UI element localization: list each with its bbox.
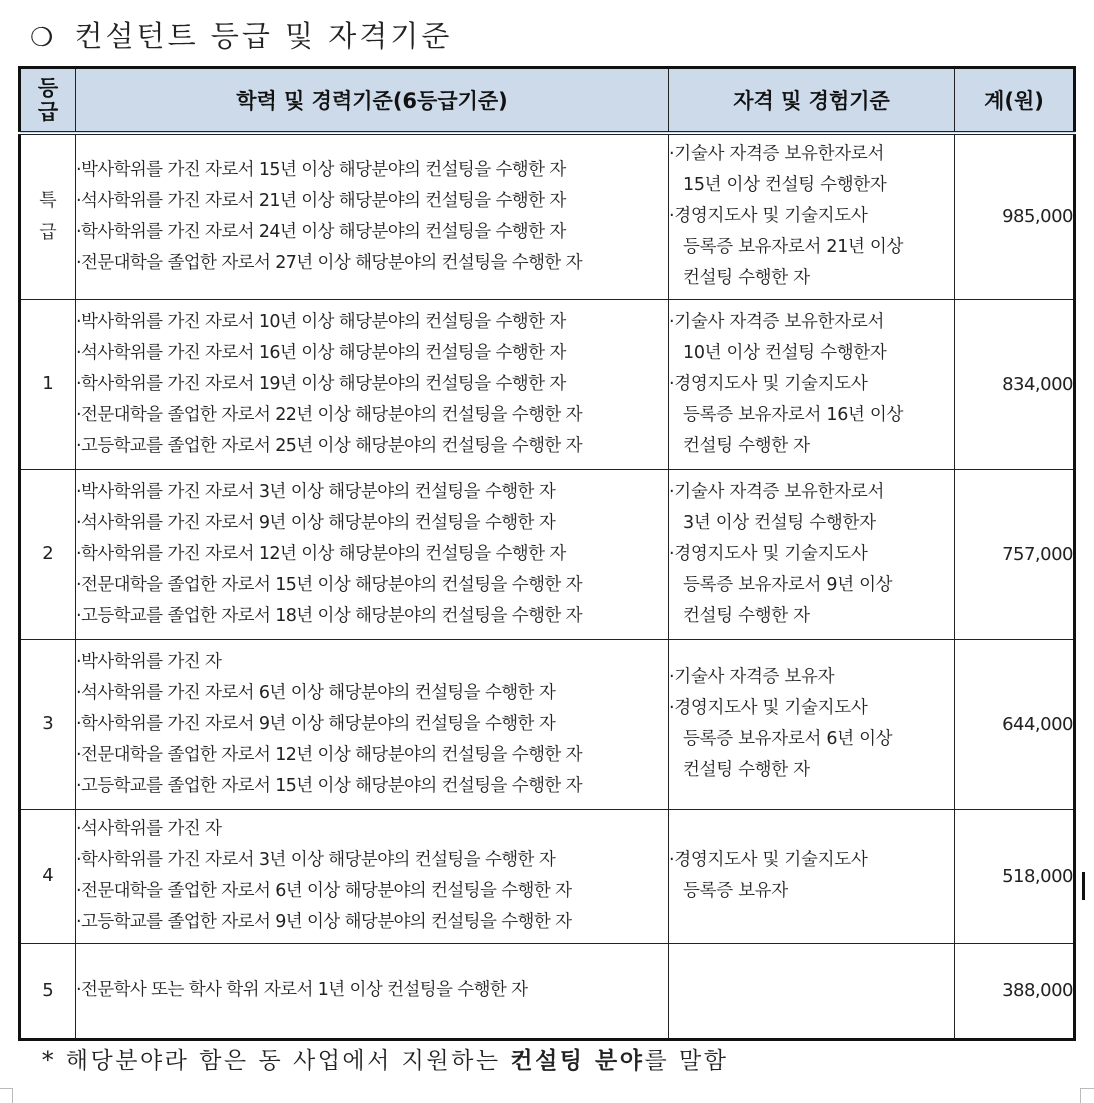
circle-bullet-icon: ❍ [30, 23, 57, 53]
education-criterion: ·고등학교를 졸업한 자로서 9년 이상 해당분야의 컨설팅을 수행한 자 [76, 912, 572, 932]
page-title [30, 14, 452, 55]
grade-cell: 1 [20, 299, 76, 469]
education-criterion: ·전문대학을 졸업한 자로서 15년 이상 해당분야의 컨설팅을 수행한 자 [76, 574, 582, 595]
qualification-criterion: ·경영지도사 및 기술지도사 [669, 206, 868, 227]
table-row [20, 299, 1075, 469]
qualification-criterion: ·경영지도사 및 기술지도사 [669, 850, 868, 870]
fee-cell: 757,000 [955, 469, 1075, 639]
footnote-emphasis: 컨설팅 분야 [510, 1047, 645, 1074]
qualification-criterion: ·기술사 자격증 보유한자로서 [669, 311, 885, 332]
qualification-criterion: ·경영지도사 및 기술지도사 [669, 543, 868, 564]
education-criterion: ·고등학교를 졸업한 자로서 18년 이상 해당분야의 컨설팅을 수행한 자 [76, 605, 582, 626]
qualification-cell [669, 943, 955, 1039]
table-row [20, 809, 1075, 943]
education-criterion: ·고등학교를 졸업한 자로서 15년 이상 해당분야의 컨설팅을 수행한 자 [76, 775, 582, 796]
grade-cell: 특 급 [20, 133, 76, 299]
education-criterion: ·학사학위를 가진 자로서 3년 이상 해당분야의 컨설팅을 수행한 자 [76, 850, 556, 870]
header-fee: 계(원) [955, 68, 1075, 134]
header-grade: 등 급 [20, 68, 76, 134]
qualification-criterion: 컨설팅 수행한 자 [683, 268, 810, 289]
education-criterion: ·전문학사 또는 학사 학위 자로서 1년 이상 컨설팅을 수행한 자 [76, 980, 528, 1000]
education-criterion: ·전문대학을 졸업한 자로서 6년 이상 해당분야의 컨설팅을 수행한 자 [76, 881, 572, 901]
grade-cell: 4 [20, 809, 76, 943]
table-row [20, 133, 1075, 299]
page-corner-mark-left [0, 1088, 13, 1103]
qualification-criterion: 등록증 보유자로서 21년 이상 [683, 237, 904, 258]
table-row [20, 943, 1075, 1039]
qualification-cell [669, 469, 955, 639]
education-criterion: ·학사학위를 가진 자로서 19년 이상 해당분야의 컨설팅을 수행한 자 [76, 373, 566, 394]
grade-cell: 5 [20, 943, 76, 1039]
consultant-grade-table [18, 66, 1076, 1041]
education-criterion: ·박사학위를 가진 자 [76, 651, 222, 672]
education-cell [76, 469, 669, 639]
education-cell [76, 809, 669, 943]
education-cell [76, 299, 669, 469]
fee-cell: 985,000 [955, 133, 1075, 299]
education-criterion: ·전문대학을 졸업한 자로서 22년 이상 해당분야의 컨설팅을 수행한 자 [76, 404, 582, 425]
education-cell [76, 943, 669, 1039]
text-cursor [1082, 872, 1085, 900]
page-title-text: 컨설턴트 등급 및 자격기준 [74, 19, 453, 53]
qualification-criterion: 15년 이상 컨설팅 수행한자 [683, 175, 887, 196]
table-row [20, 469, 1075, 639]
education-criterion: ·학사학위를 가진 자로서 12년 이상 해당분야의 컨설팅을 수행한 자 [76, 543, 566, 564]
education-criterion: ·학사학위를 가진 자로서 24년 이상 해당분야의 컨설팅을 수행한 자 [76, 221, 566, 242]
education-cell [76, 639, 669, 809]
qualification-criterion: 등록증 보유자로서 6년 이상 [683, 729, 893, 749]
table-body [20, 133, 1075, 1039]
education-criterion: ·박사학위를 가진 자로서 3년 이상 해당분야의 컨설팅을 수행한 자 [76, 481, 556, 502]
page-corner-mark-right [1080, 1088, 1094, 1103]
qualification-criterion: 등록증 보유자로서 9년 이상 [683, 574, 893, 595]
qualification-criterion: 컨설팅 수행한 자 [683, 435, 810, 456]
education-criterion: ·학사학위를 가진 자로서 9년 이상 해당분야의 컨설팅을 수행한 자 [76, 713, 556, 734]
fee-cell: 644,000 [955, 639, 1075, 809]
qualification-cell [669, 639, 955, 809]
table-header-row [20, 68, 1075, 134]
header-qualification: 자격 및 경험기준 [669, 68, 955, 134]
table-row [20, 639, 1075, 809]
education-criterion: ·석사학위를 가진 자로서 16년 이상 해당분야의 컨설팅을 수행한 자 [76, 342, 566, 363]
education-criterion: ·전문대학을 졸업한 자로서 12년 이상 해당분야의 컨설팅을 수행한 자 [76, 744, 582, 765]
qualification-cell [669, 299, 955, 469]
education-criterion: ·박사학위를 가진 자로서 10년 이상 해당분야의 컨설팅을 수행한 자 [76, 311, 566, 332]
qualification-criterion: ·경영지도사 및 기술지도사 [669, 373, 868, 394]
education-criterion: ·석사학위를 가진 자로서 6년 이상 해당분야의 컨설팅을 수행한 자 [76, 682, 556, 703]
qualification-criterion: 등록증 보유자 [683, 881, 788, 901]
qualification-criterion: ·기술사 자격증 보유한자로서 [669, 481, 885, 502]
header-education: 학력 및 경력기준(6등급기준) [76, 68, 669, 134]
qualification-criterion: 3년 이상 컨설팅 수행한자 [683, 512, 876, 533]
grade-cell: 2 [20, 469, 76, 639]
qualification-criterion: 컨설팅 수행한 자 [683, 605, 810, 626]
qualification-criterion: 10년 이상 컨설팅 수행한자 [683, 342, 887, 363]
qualification-cell [669, 133, 955, 299]
qualification-criterion: ·기술사 자격증 보유자 [669, 667, 835, 687]
fee-cell: 834,000 [955, 299, 1075, 469]
grade-cell: 3 [20, 639, 76, 809]
education-cell [76, 133, 669, 299]
footnote: * 해당분야라 함은 동 사업에서 지원하는 컨설팅 분야를 말함 [42, 1047, 729, 1074]
qualification-criterion: ·경영지도사 및 기술지도사 [669, 698, 868, 718]
qualification-criterion: 컨설팅 수행한 자 [683, 760, 810, 780]
education-criterion: ·석사학위를 가진 자 [76, 819, 222, 839]
fee-cell: 518,000 [955, 809, 1075, 943]
qualification-cell [669, 809, 955, 943]
qualification-criterion: ·기술사 자격증 보유한자로서 [669, 144, 885, 165]
qualification-criterion: 등록증 보유자로서 16년 이상 [683, 404, 904, 425]
education-criterion: ·박사학위를 가진 자로서 15년 이상 해당분야의 컨설팅을 수행한 자 [76, 159, 566, 180]
education-criterion: ·고등학교를 졸업한 자로서 25년 이상 해당분야의 컨설팅을 수행한 자 [76, 435, 582, 456]
education-criterion: ·석사학위를 가진 자로서 9년 이상 해당분야의 컨설팅을 수행한 자 [76, 512, 556, 533]
fee-cell: 388,000 [955, 943, 1075, 1039]
education-criterion: ·전문대학을 졸업한 자로서 27년 이상 해당분야의 컨설팅을 수행한 자 [76, 252, 582, 273]
education-criterion: ·석사학위를 가진 자로서 21년 이상 해당분야의 컨설팅을 수행한 자 [76, 190, 566, 211]
